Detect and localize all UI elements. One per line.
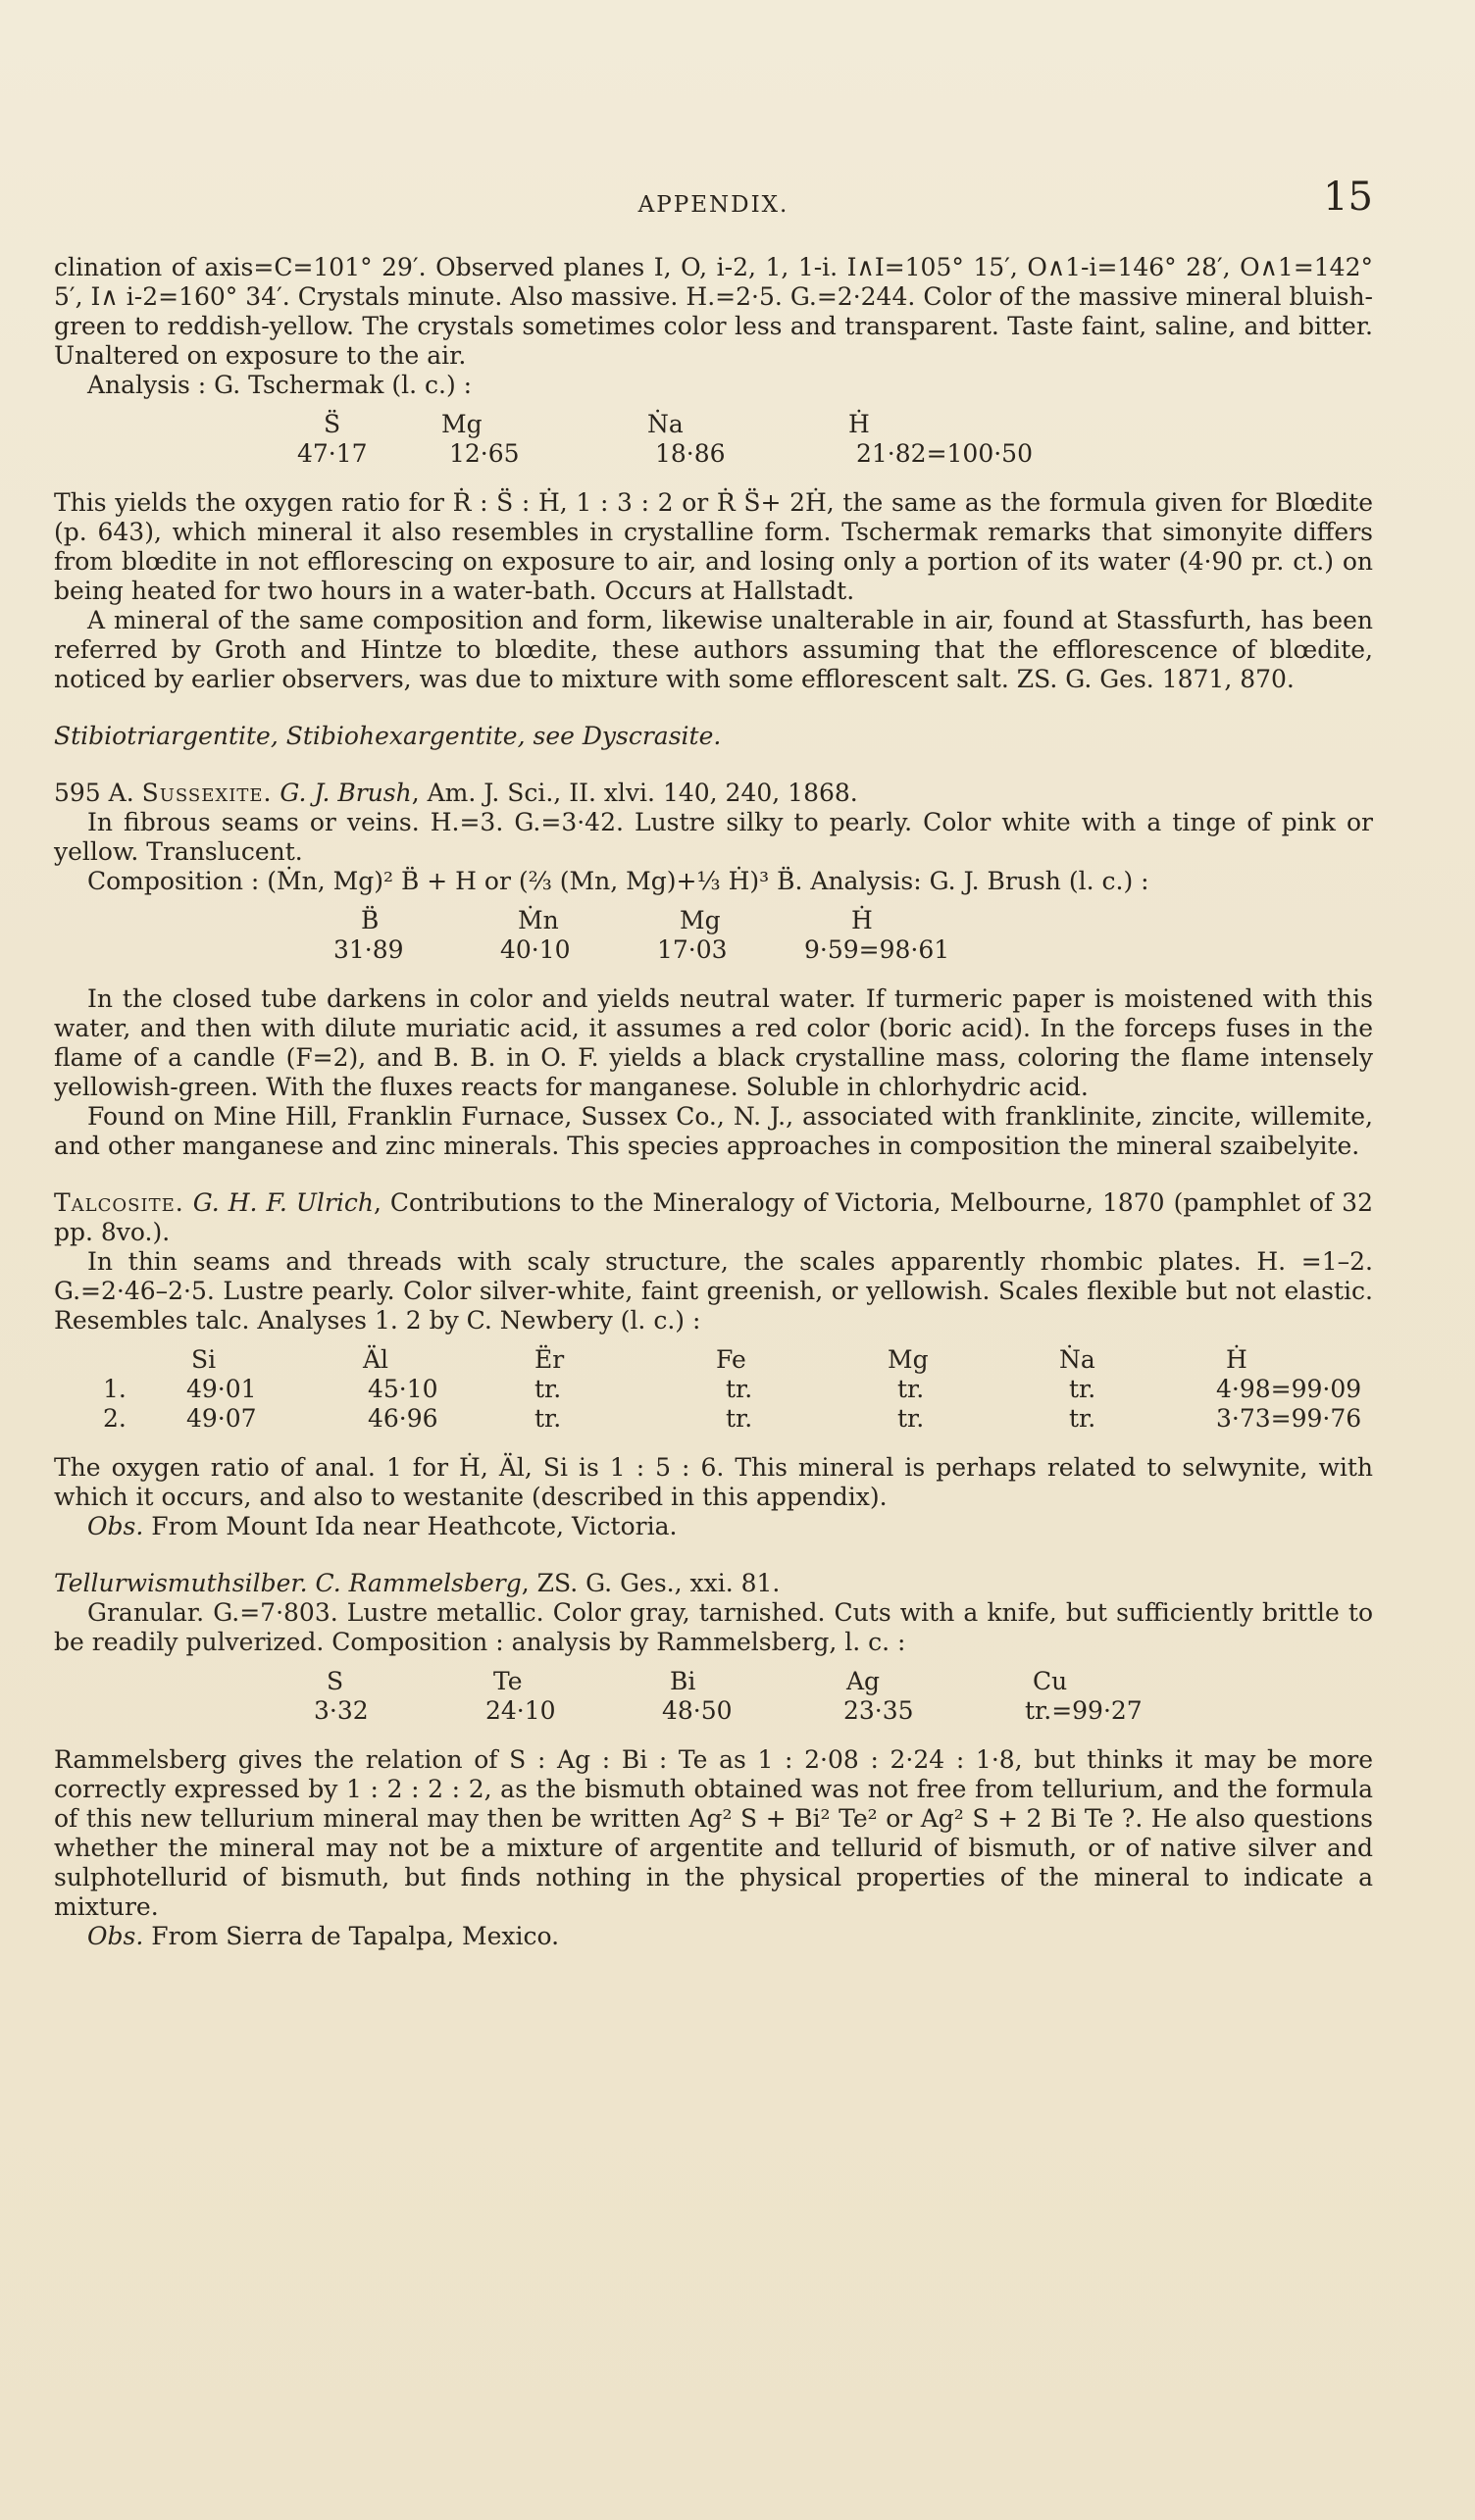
analysis-header-cell: Mg [441,410,483,438]
analysis-header-cell: Te [493,1667,523,1695]
species-number: 595 A. [54,779,134,807]
locality-paragraph: Found on Mine Hill, Franklin Furnace, Sussex Co., N. J., associated with franklinite, zincite, willemite, and other manganese and zinc minerals. This species approaches in composition the mineral szaibelyite. [54,1102,1373,1160]
analysis-value-cell: 40·10 [500,935,571,964]
analysis-header-cell: Ḣ [851,906,873,934]
species-reference: , ZS. G. Ges., xxi. 81. [521,1569,781,1597]
analysis-header-cell: B̈ [361,906,380,934]
analysis-header-cell: Ag [846,1667,881,1695]
analysis-value-row [54,1696,1373,1726]
analysis-header-cell: Ḣ [1226,1345,1247,1374]
sussexite-entry [54,779,1373,1161]
analysis-value-cell: tr. [1069,1375,1096,1403]
analysis-value-cell: 46·96 [368,1404,438,1433]
rammelsberg-relation-paragraph: Rammelsberg gives the relation of S : Ag : Bi : Te as 1 : 2·08 : 2·24 : 1·8, but thinks it may be more correctly expressed by 1 : 2 : 2 : 2, as the bismuth obtained was not free from tellurium, and the formula of this new tellurium mineral may then be written Ag² S + Bi² Te² or Ag² S + 2 Bi Te ?. He also questions whether the mineral may not be a mixture of argentite and tellurid of bismuth, or of native silver and sulphotellurid of bismuth, but finds nothing in the physical properties of the mineral to indicate a mixture. [54,1745,1373,1921]
analysis-header-row [54,1345,1373,1375]
analysis-value-cell: 9·59=98·61 [804,935,950,964]
analysis-value-cell: tr. [534,1404,562,1433]
page-content [54,253,1373,1951]
analysis-value-cell: 24·10 [485,1696,556,1725]
stassfurth-paragraph: A mineral of the same composition and form, likewise unalterable in air, found at Stassfurth, has been referred by Groth and Hintze to blœdite, these authors assuming that the efflorescence of blœdite, noticed by earlier observers, was due to mixture with some efflorescent salt. ZS. G. Ges. 1871, 870. [54,606,1373,693]
talcosite-properties: In thin seams and threads with scaly structure, the scales apparently rhombic plates. H. =1–2. G.=2·46–2·5. Lustre pearly. Color silver-white, faint greenish, or yellowish. Scales flexible but not elastic. Resembles talc. Analyses 1. 2 by C. Newbery (l. c.) : [54,1247,1373,1335]
species-author: G. J. Brush [280,779,412,807]
analysis-value-row [54,1375,1373,1404]
analysis-value-cell: 21·82=100·50 [856,439,1033,468]
tellurwismuthsilber-properties: Granular. G.=7·803. Lustre metallic. Color gray, tarnished. Cuts with a knife, but sufficiently brittle to be readily pulverized. Composition : analysis by Rammelsberg, l. c. : [54,1598,1373,1656]
analysis-table-newbery [54,1345,1373,1434]
analysis-value-cell: tr. [897,1404,925,1433]
analysis-value-cell: tr. [726,1404,753,1433]
crystal-description-paragraph: clination of axis=C=101° 29′. Observed planes I, O, i-2, 1, 1-i. I∧I=105° 15′, O∧1-i=146° 28′, O∧1=142° 5′, I∧ i-2=160° 34′. Crystals minute. Also massive. H.=2·5. G.=2·244. Color of the massive mineral bluish-green to reddish-yellow. The crystals sometimes color less and transparent. Taste faint, saline, and bitter. Unaltered on exposure to the air. [54,253,1373,370]
analysis-value-row [54,935,1373,965]
page-header [54,175,1373,224]
analysis-header-row [54,410,1373,439]
analysis-header-cell: Mg [680,906,721,934]
talcosite-entry [54,1188,1373,1541]
obs-text: From Sierra de Tapalpa, Mexico. [143,1922,560,1950]
sussexite-composition: Composition : (Ṁn, Mg)² B̈ + H or (⅔ (Mn, Mg)+⅓ Ḣ)³ B̈. Analysis: G. J. Brush (l. c.) : [87,867,1149,895]
species-name: Sussexite. [141,779,273,807]
analysis-header-cell: Ṅa [1059,1345,1095,1374]
talcosite-observation [54,1512,1373,1541]
analysis-value-cell: 49·01 [186,1375,257,1403]
analysis-header-cell: Ḣ [848,410,870,438]
running-head: APPENDIX. [637,192,789,218]
analysis-header-cell: Mg [888,1345,929,1374]
analysis-value-row [54,439,1373,469]
page-number: 15 [1323,175,1373,220]
analysis-value-cell: 45·10 [368,1375,438,1403]
analysis-header-cell: Ṅa [647,410,684,438]
analysis-table-brush [54,906,1373,965]
oxygen-ratio-paragraph: This yields the oxygen ratio for Ṙ : S̈ : Ḣ, 1 : 3 : 2 or Ṙ S̈+ 2Ḣ, the same as the formula given for Blœdite (p. 643), which mineral it also resembles in crystalline form. Tschermak remarks that simonyite differs from blœdite in not efflorescing on exposure to air, and losing only a portion of its water (4·90 pr. ct.) on being heated for two hours in a water-bath. Occurs at Hallstadt. [54,488,1373,605]
analysis-header-cell: Ṁn [518,906,559,934]
analysis-intro-line: Analysis : G. Tschermak (l. c.) : [87,371,473,399]
sussexite-heading [54,779,1373,808]
sussexite-properties: In fibrous seams or veins. H.=3. G.=3·42. Lustre silky to pearly. Color white with a tinge of pink or yellow. Translucent. [54,808,1373,866]
analysis-header-cell: S̈ [324,410,341,438]
analysis-row-label: 2. [103,1404,127,1433]
species-author: C. Rammelsberg [315,1569,522,1597]
analysis-header-cell: Fe [716,1345,746,1374]
analysis-header-row [54,906,1373,935]
stibiotriargentite-reference: Stibiotriargentite, Stibiohexargentite, see Dyscrasite. [54,722,722,750]
analysis-value-cell: 4·98=99·09 [1216,1375,1362,1403]
talcosite-oxygen-ratio: The oxygen ratio of anal. 1 for Ḣ, Äl, Si is 1 : 5 : 6. This mineral is perhaps related to selwynite, with which it occurs, and also to westanite (described in this appendix). [54,1453,1373,1511]
analysis-value-cell: 12·65 [449,439,520,468]
simonyite-continuation [54,253,1373,694]
analysis-value-cell: tr.=99·27 [1025,1696,1143,1725]
species-name: Tellurwismuthsilber. [54,1569,308,1597]
species-author: G. H. F. Ulrich [192,1188,374,1217]
analysis-value-cell: 31·89 [333,935,404,964]
analysis-value-row [54,1404,1373,1434]
blowpipe-paragraph: In the closed tube darkens in color and yields neutral water. If turmeric paper is moistened with this water, and then with dilute muriatic acid, it assumes a red color (boric acid). In the forceps fuses in the flame of a candle (F=2), and B. B. in O. F. yields a black crystalline mass, coloring the flame intensely yellowish-green. With the fluxes reacts for manganese. Soluble in chlorhydric acid. [54,984,1373,1101]
species-name: Talcosite. [54,1188,184,1217]
analysis-value-cell: 47·17 [297,439,368,468]
species-reference: , Contributions to the Mineralogy of Victoria, Melbourne, 1870 (pamphlet of 32 pp. 8vo.). [54,1188,1373,1246]
obs-text: From Mount Ida near Heathcote, Victoria. [143,1512,678,1540]
analysis-header-cell: Bi [670,1667,696,1695]
analysis-value-cell: 3·32 [314,1696,369,1725]
analysis-row-label: 1. [103,1375,127,1403]
analysis-value-cell: tr. [534,1375,562,1403]
analysis-value-cell: tr. [726,1375,753,1403]
analysis-value-cell: tr. [1069,1404,1096,1433]
analysis-value-cell: tr. [897,1375,925,1403]
analysis-value-cell: 17·03 [657,935,728,964]
tellurwismuthsilber-heading [54,1569,1373,1598]
analysis-value-cell: 3·73=99·76 [1216,1404,1362,1433]
obs-label: Obs. [87,1922,144,1950]
tellurwismuthsilber-observation [54,1922,1373,1951]
obs-label: Obs. [87,1512,144,1540]
species-reference: , Am. J. Sci., II. xlvi. 140, 240, 1868. [411,779,858,807]
analysis-header-cell: Äl [363,1345,389,1374]
analysis-value-cell: 48·50 [662,1696,733,1725]
analysis-header-cell: Ër [534,1345,565,1374]
analysis-header-cell: Cu [1033,1667,1068,1695]
analysis-header-cell: S [327,1667,344,1695]
analysis-header-row [54,1667,1373,1696]
tellurwismuthsilber-entry [54,1569,1373,1951]
analysis-table-rammelsberg [54,1667,1373,1726]
analysis-value-cell: 49·07 [186,1404,257,1433]
analysis-value-cell: 18·86 [655,439,726,468]
analysis-table-tschermak [54,410,1373,469]
analysis-value-cell: 23·35 [843,1696,914,1725]
analysis-header-cell: Si [191,1345,217,1374]
talcosite-heading [54,1188,1373,1247]
